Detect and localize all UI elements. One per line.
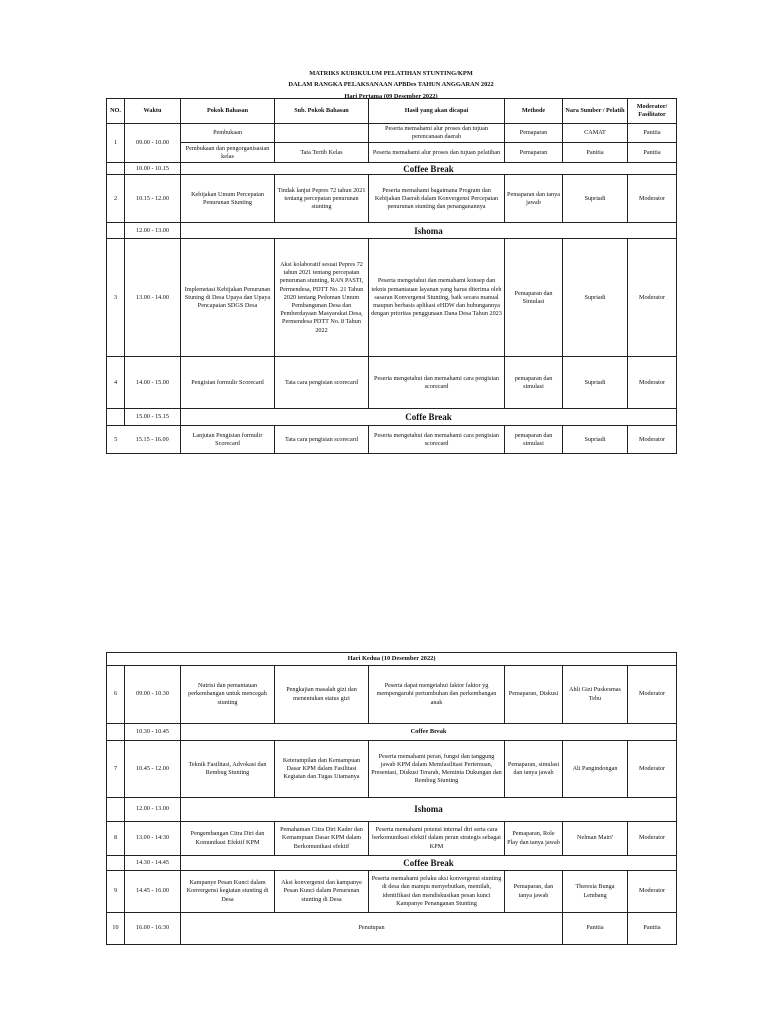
- table-row: [107, 871, 677, 913]
- row-topic: Pengembangan Citra Diri dan Komunikasi Efektif KPM: [181, 822, 275, 856]
- row-time: 13.00 - 14.00: [125, 239, 181, 357]
- row-method: Pemaparan: [505, 143, 563, 163]
- row-time: 14.45 - 16.00: [125, 871, 181, 913]
- row-method: Pemaparan dan tanya jawab: [505, 175, 563, 223]
- table-row: [107, 426, 677, 454]
- table-row: [107, 822, 677, 856]
- row-topic: Implemetasi Kebijakan Penurunan Stuning di Desa Upaya dan Upaya Pencapaian SDGS Desa: [181, 239, 275, 357]
- row-time: 10.45 - 12.00: [125, 741, 181, 798]
- break-time: 10.00 - 10.15: [125, 163, 181, 175]
- break-row: [107, 223, 677, 239]
- row-subtopic: Tata cara pengisian scorecard: [275, 426, 369, 454]
- row-result: Peserta mengetahui dan memahami cara pengisian scorecard: [369, 426, 505, 454]
- table-row: [107, 239, 677, 357]
- row-method: Pemaparan, Diskusi: [505, 666, 563, 724]
- row-moderator: Panitia: [628, 143, 677, 163]
- row-time: 14.00 - 15.00: [125, 357, 181, 409]
- row-speaker: Nelman Mairi': [563, 822, 628, 856]
- row-topic: Kampanye Pesan Kunci dalam Konvergensi kegiatan stunting di Desa: [181, 871, 275, 913]
- row-topic: Nutrisi dan pemantauan perkembangan untuk mencegah stunting: [181, 666, 275, 724]
- row-method: pemaparan dan simulasi: [505, 357, 563, 409]
- row-no: 5: [107, 426, 125, 454]
- schedule-table-day2: [106, 652, 677, 945]
- doc-title-line2: DALAM RANGKA PELAKSANAAN APBDes TAHUN ANGGARAN 2022: [288, 81, 494, 88]
- row-subtopic: Tindak lanjut Pepres 72 tahun 2021 tentang percepatan penurunan stunting: [275, 175, 369, 223]
- schedule-table-day1: [106, 98, 677, 454]
- row-speaker: Theresia Bunga Lembang: [563, 871, 628, 913]
- break-label: Coffee Break: [181, 856, 677, 871]
- day2-title: Hari Kedua (10 Desember 2022): [107, 653, 677, 666]
- row-result: Peserta memahami pelaku aksi konvergensi stunting di desa dan mampu menyebutkan, memilah, identifikasi dan mendiskusikan pesan kunci Kampanye Penanganan Stunting: [369, 871, 505, 913]
- row-result: Peserta dapat mengetahui faktor faktor yg mempengaruhi pertumbuhan dan perkembangan anak: [369, 666, 505, 724]
- row-topic: Penutupan: [181, 913, 563, 945]
- break-row: [107, 798, 677, 822]
- break-time: 12.00 - 13.00: [125, 223, 181, 239]
- row-result: Peserta memahami bagaimana Program dan Kebijakan Daerah dalam Konvergensi Percepatan penurunan stunting dan penanganannya: [369, 175, 505, 223]
- row-subtopic: Pemahaman Citra Diri Kader dan Kemampuan Dasar KPM dalam Berkomunikasi efektif: [275, 822, 369, 856]
- row-subtopic: Tata Tertib Kelas: [275, 143, 369, 163]
- doc-title-line1: MATRIKS KURIKULUM PELATIHAN STUNTING/KPM: [309, 70, 473, 77]
- table-row: [107, 666, 677, 724]
- row-subtopic: Pengkajian masalah gizi dan menentukan status gizi: [275, 666, 369, 724]
- row-subtopic: [275, 124, 369, 143]
- row-time: 09.00 - 10.00: [125, 124, 181, 163]
- row-method: pemaparan dan simulasi: [505, 426, 563, 454]
- row-result: Peserta memahami alur proses dan tujuan pelatihan: [369, 143, 505, 163]
- row-subtopic: Aksi konvergensi dan kampanye Pesan Kunci dalam Penurunan stunting di Desa: [275, 871, 369, 913]
- row-moderator: Moderator: [628, 822, 677, 856]
- break-label: Coffe Break: [181, 409, 677, 426]
- row-method: Pemaparan: [505, 124, 563, 143]
- col-header-subtopic: Sub. Pokok Bahasan: [275, 99, 369, 124]
- row-time: 13.00 - 14:30: [125, 822, 181, 856]
- row-time: 15.15 - 16.00: [125, 426, 181, 454]
- row-speaker: Supriadi: [563, 426, 628, 454]
- row-moderator: Moderator: [628, 357, 677, 409]
- row-no: 2: [107, 175, 125, 223]
- row-no: 4: [107, 357, 125, 409]
- row-moderator: Moderator: [628, 741, 677, 798]
- break-label: Ishoma: [181, 223, 677, 239]
- break-label: Ishoma: [181, 798, 677, 822]
- row-moderator: Moderator: [628, 871, 677, 913]
- row-speaker: Supriadi: [563, 175, 628, 223]
- break-time: 12.00 - 13.00: [125, 798, 181, 822]
- col-header-result: Hasil yang akan dicapai: [369, 99, 505, 124]
- table-row: [107, 913, 677, 945]
- row-topic: Kebijakan Umum Percepatan Penurunan Stunting: [181, 175, 275, 223]
- row-no: 1: [107, 124, 125, 163]
- row-topic: Teknik Fasilitasi, Advokasi dan Rembug Stunting: [181, 741, 275, 798]
- row-method: Pemaparan dan Simulasi: [505, 239, 563, 357]
- day1-title: Hari Pertama (09 Desember 2022): [344, 93, 438, 100]
- col-header-method: Methode: [505, 99, 563, 124]
- col-header-no: NO.: [107, 99, 125, 124]
- col-header-topic: Pokok Bahasan: [181, 99, 275, 124]
- row-speaker: Supriadi: [563, 239, 628, 357]
- break-row: [107, 409, 677, 426]
- col-header-time: Waktu: [125, 99, 181, 124]
- row-no: 9: [107, 871, 125, 913]
- row-topic: Pengisian formulir Scorecard: [181, 357, 275, 409]
- header-row: [107, 99, 677, 124]
- row-topic: Pembukaan dan pengorganisasian kelas: [181, 143, 275, 163]
- col-header-speaker: Nara Sumber / Pelatih: [563, 99, 628, 124]
- row-result: Peserta memahami peran, fungsi dan tanggung jawab KPM dalam Memfasilitasi Pertemuan, Presentasi, Diskusi Terarah, Meminta Dukungan dan Rembug Stunting: [369, 741, 505, 798]
- row-time: 16.00 - 16:30: [125, 913, 181, 945]
- break-row: [107, 856, 677, 871]
- row-speaker: Panitia: [563, 143, 628, 163]
- row-method: Pemaparan, dan tanya jawab: [505, 871, 563, 913]
- row-no: 6: [107, 666, 125, 724]
- break-time: 10.30 - 10.45: [125, 724, 181, 741]
- row-result: Peserta mengetahui dan memahami cara pengisian scorecard: [369, 357, 505, 409]
- break-row: [107, 724, 677, 741]
- row-speaker: Panitia: [563, 913, 628, 945]
- row-no: 8: [107, 822, 125, 856]
- row-time: 10.15 - 12.00: [125, 175, 181, 223]
- table-row: [107, 357, 677, 409]
- row-no: 7: [107, 741, 125, 798]
- row-speaker: Ahli Gizi Puskesmas Tebu: [563, 666, 628, 724]
- table-row: [107, 143, 677, 163]
- break-label: Coffee Break: [181, 724, 677, 741]
- day2-title-row: [107, 653, 677, 666]
- row-topic: Pembukaan: [181, 124, 275, 143]
- row-subtopic: Aksi kolaboratif sesuai Pepres 72 tahun 2021 tentang percepatan penurunan stunting, RAN PASTI, Permendesa, PDTT No. 21 Tahun 2020 tentang Pedoman Umum Pembangunan Desa dan Pemberdayaan Masyarakat Desa, Permendesa PDTT No. 8 Tahun 2022: [275, 239, 369, 357]
- row-time: 09.00 - 10.30: [125, 666, 181, 724]
- table-row: [107, 175, 677, 223]
- row-moderator: Moderator: [628, 175, 677, 223]
- row-speaker: CAMAT: [563, 124, 628, 143]
- row-result: Peserta memahami alur proses dan tujuan perencanaan daerah: [369, 124, 505, 143]
- row-no: 10: [107, 913, 125, 945]
- row-subtopic: Tata cara pengisian scorecard: [275, 357, 369, 409]
- row-moderator: Panitia: [628, 913, 677, 945]
- row-subtopic: Keterampilan dan Kemampuan Dasar KPM dalam Fasilitasi Kegiatan dan Tugas Utamanya: [275, 741, 369, 798]
- break-time: 14.30 - 14.45: [125, 856, 181, 871]
- break-time: 15.00 - 15.15: [125, 409, 181, 426]
- row-speaker: Supriadi: [563, 357, 628, 409]
- row-moderator: Moderator: [628, 666, 677, 724]
- row-moderator: Panitia: [628, 124, 677, 143]
- table-row: [107, 741, 677, 798]
- col-header-moderator: Moderator/ Fasilitator: [628, 99, 677, 124]
- row-method: Pemaparan, Role Play dan tanya jawab: [505, 822, 563, 856]
- break-label: Coffee Break: [181, 163, 677, 175]
- row-speaker: Ali Pangindongan: [563, 741, 628, 798]
- row-moderator: Moderator: [628, 239, 677, 357]
- row-moderator: Moderator: [628, 426, 677, 454]
- break-row: [107, 163, 677, 175]
- row-topic: Lanjutan Pengisian formulir Scorecard: [181, 426, 275, 454]
- row-result: Peserta mengetahui dan memahami konsep dan teknis pemantauan layanan yang harus diterima oleh sasaran Konvergensi Stunting, baik secara manual maupun berbasis aplikasi eHDW dan hubungannya dengan prioritas penggunaan Dana Desa Tahun 2023: [369, 239, 505, 357]
- row-method: Pemaparan, simulasi dan tanya jawab: [505, 741, 563, 798]
- row-no: 3: [107, 239, 125, 357]
- table-row: [107, 124, 677, 143]
- row-result: Peserta memahami potensi internal diri serta cara berkomunikasi efektif dalam peran strategis sebagai KPM: [369, 822, 505, 856]
